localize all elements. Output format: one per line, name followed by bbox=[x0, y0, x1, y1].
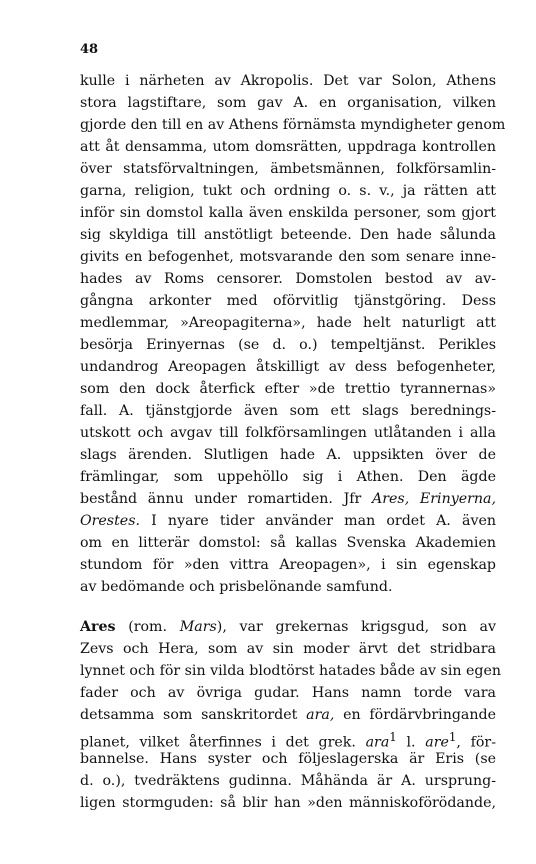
text-line: som den dock återfick efter »de trettio tyrannernas» bbox=[80, 381, 496, 397]
text-line: över statsförvaltningen, ämbetsmännen, folkförsamlin- bbox=[80, 161, 496, 177]
entry-first-line bbox=[80, 616, 496, 638]
superscript: 1 bbox=[389, 730, 397, 744]
text-line: gångna arkonter med oförvitlig tjänstgöring. Dess bbox=[80, 293, 496, 309]
text-line-with-crossref bbox=[80, 510, 496, 532]
text-line: bannelse. Hans syster och följeslagerska är Eris (se bbox=[80, 751, 496, 767]
text-line: av bedömande och prisbelönande samfund. bbox=[80, 579, 393, 595]
text-line: att åt densamma, utom domsrätten, uppdraga kontrollen bbox=[80, 139, 496, 155]
text-fragment: , för- bbox=[456, 734, 496, 751]
text-fragment: I nyare tider använder man ordet A. även bbox=[151, 513, 496, 529]
text-line: gjorde den till en av Athens förnämsta myndigheter genom bbox=[80, 117, 506, 133]
text-line bbox=[80, 726, 496, 751]
crossref-ares: Ares, bbox=[372, 491, 410, 507]
text-line: inför sin domstol kalla även enskilda personer, som gjort bbox=[80, 205, 496, 221]
text-line: Zevs och Hera, som av sin moder ärvt det stridbara bbox=[80, 641, 496, 657]
paragraph-areopagen bbox=[80, 70, 506, 598]
paragraph-gap bbox=[80, 598, 496, 616]
text-line: stundom för »den vittra Areopagen», i sin egenskap bbox=[80, 557, 496, 573]
text-line: ligen stormguden: så blir han »den människoförödande, bbox=[80, 795, 496, 811]
crossref-orestes: Orestes. bbox=[80, 513, 140, 529]
text-line: kulle i närheten av Akropolis. Det var Solon, Athens bbox=[80, 73, 496, 89]
text-line-with-crossref bbox=[80, 488, 496, 510]
superscript: 1 bbox=[448, 730, 457, 744]
text-line: sig skyldiga till anstötligt beteende. Den hade sålunda bbox=[80, 227, 496, 243]
greek-word-ara: ara bbox=[365, 734, 390, 751]
greek-word-are: are bbox=[425, 734, 449, 751]
etymology-close: ), bbox=[216, 619, 227, 635]
text-block bbox=[80, 70, 506, 814]
text-line: om en litterär domstol: så kallas Svenska Akademien bbox=[80, 535, 496, 551]
entry-headword: Ares bbox=[80, 619, 116, 635]
text-fragment: detsamma som sanskritordet bbox=[80, 707, 298, 723]
crossref-prefix: Jfr bbox=[343, 491, 362, 507]
text-line: d. o.), tvedräktens gudinna. Måhända är A. ursprung- bbox=[80, 773, 496, 789]
text-fragment: en fördärvbringande bbox=[343, 707, 497, 723]
text-line: lynnet och för sin vilda blodtörst hatades både av sin egen bbox=[80, 663, 502, 679]
text-line: utskott och avgav till folkförsamlingen utlåtanden i alla bbox=[80, 425, 496, 441]
text-line: givits en befogenhet, motsvarande den som senare inne- bbox=[80, 249, 496, 265]
text-line: fader och av övriga gudar. Hans namn torde vara bbox=[80, 685, 496, 701]
text-line: besörja Erinyernas (se d. o.) tempeltjänst. Perikles bbox=[80, 337, 496, 353]
text-line: främlingar, som uppehöllo sig i Athen. Den ägde bbox=[80, 469, 496, 485]
text-fragment: l. bbox=[406, 734, 416, 751]
text-line: stora lagstiftare, som gav A. en organisation, vilken bbox=[80, 95, 496, 111]
text-fragment: var grekernas krigsgud, son av bbox=[239, 619, 497, 635]
sanskrit-word: ara, bbox=[306, 707, 335, 723]
text-line: fall. A. tjänstgjorde även som ett slags berednings- bbox=[80, 403, 496, 419]
text-fragment: bestånd ännu under romartiden. bbox=[80, 491, 333, 507]
entry-ares bbox=[80, 616, 502, 814]
text-line: undandrog Areopagen åtskilligt av dess befogenheter, bbox=[80, 359, 496, 375]
etymology-latin: Mars bbox=[179, 619, 217, 635]
text-line: hades av Roms censorer. Domstolen bestod av av- bbox=[80, 271, 496, 287]
crossref-erinyerna: Erinyerna, bbox=[419, 491, 497, 507]
text-line bbox=[80, 704, 496, 726]
text-line: garna, religion, tukt och ordning o. s. v., ja rätten att bbox=[80, 183, 496, 199]
text-line: slags ärenden. Slutligen hade A. uppsikten över de bbox=[80, 447, 496, 463]
etymology-open: (rom. bbox=[128, 619, 168, 635]
text-fragment: planet, vilket återfinnes i det grek. bbox=[80, 734, 356, 751]
text-line: medlemmar, »Areopagiterna», hade helt naturligt att bbox=[80, 315, 496, 331]
page-number: 48 bbox=[80, 42, 99, 57]
